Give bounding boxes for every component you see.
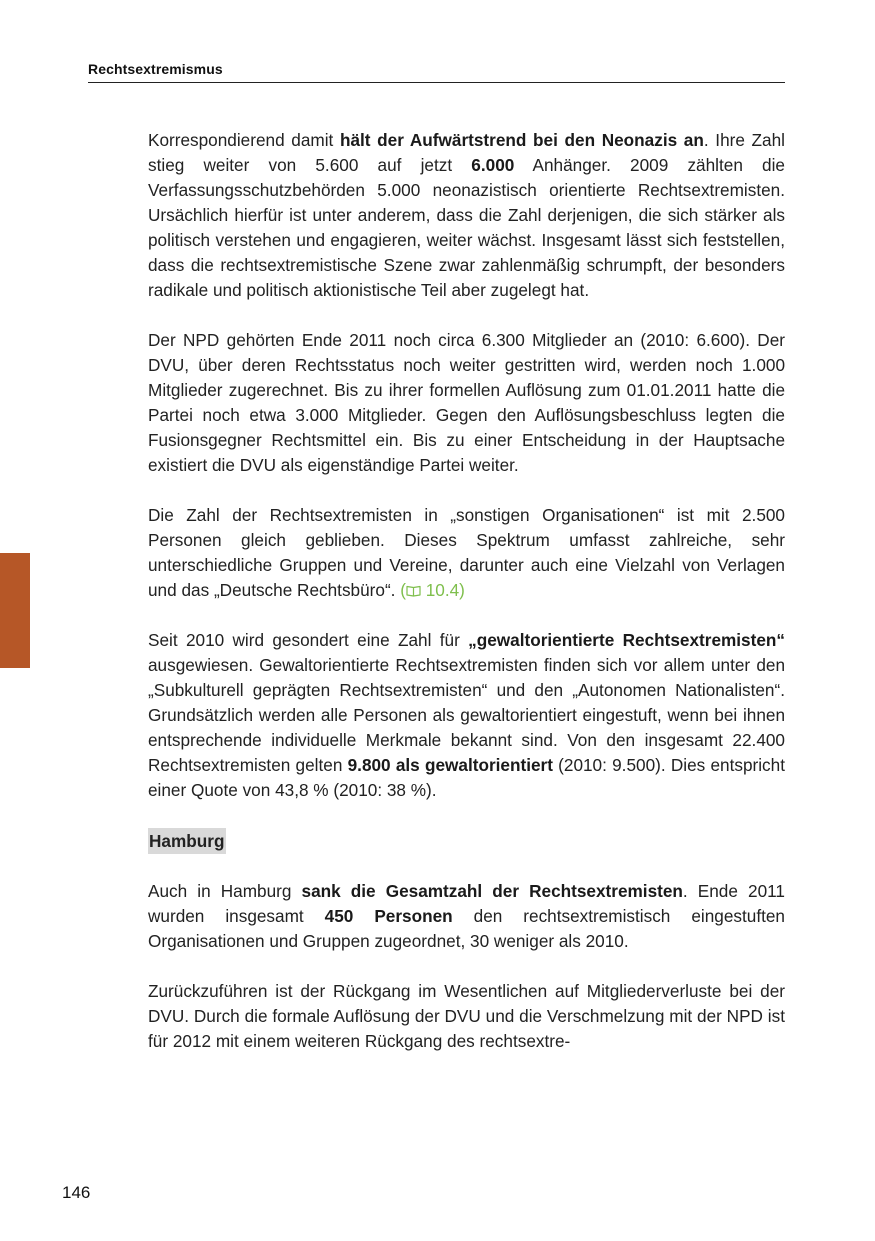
body-text: [148, 128, 785, 1054]
paragraph-neonazis: Korrespondierend damit hält der Aufwärtstrend bei den Neonazis an. Ihre Zahl stieg weiter von 5.600 auf jetzt 6.000 Anhänger. 2009 zählten die Verfassungsschutzbehörden 5.000 neonazistisch orientierte Rechtsextremisten. Ursächlich hierfür ist unter anderem, dass die Zahl derjenigen, die sich stärker als politisch verstehen und engagieren, weiter wächst. Insgesamt lässt sich feststellen, dass die rechtsextremistische Szene zwar zahlenmäßig schrumpft, der besonders radikale und politisch aktionistische Teil aber zugelegt hat.: [148, 130, 785, 300]
emphasis-9800: 9.800 als gewaltorientiert: [347, 755, 553, 775]
book-icon: [406, 579, 421, 591]
emphasis-gesamtzahl: sank die Gesamtzahl der Rechtsextremisten: [301, 881, 683, 901]
cross-reference-link[interactable]: ( 10.4): [400, 580, 465, 600]
paragraph-hamburg-gesamtzahl: Auch in Hamburg sank die Gesamtzahl der Rechtsextremisten. Ende 2011 wurden insgesamt 450 Personen den rechtsextremistisch eingestuften Organisationen und Gruppen zugeordnet, 30 weniger als 2010.: [148, 881, 785, 951]
emphasis-aufwaertstrend: hält der Aufwärtstrend bei den Neonazis an: [339, 130, 704, 150]
page-number: 146: [62, 1183, 91, 1202]
emphasis-gewaltorientierte: „gewaltorientierte Rechtsextremisten“: [468, 630, 785, 650]
section-heading-hamburg: Hamburg: [148, 828, 226, 854]
emphasis-450: 450 Personen: [324, 906, 453, 926]
chapter-side-tab: [0, 553, 30, 668]
header-rule: [88, 82, 785, 83]
emphasis-6000: 6.000: [471, 155, 515, 175]
paragraph-gewaltorientiert: Seit 2010 wird gesondert eine Zahl für „gewaltorientierte Rechtsextremisten“ ausgewiesen. Gewaltorientierte Rechtsextremisten finden sich vor allem unter den „Subkulturell geprägten Rechtsextremisten“ und den „Autonomen Nationalisten“. Grundsätzlich werden alle Personen als gewaltorientiert eingestuft, wenn bei ihnen entsprechende individuelle Merkmale bekannt sind. Von den insgesamt 22.400 Rechtsextremisten gelten 9.800 als gewaltorientiert (2010: 9.500). Dies entspricht einer Quote von 43,8 % (2010: 38 %).: [148, 630, 785, 800]
paragraph-npd-dvu: Der NPD gehörten Ende 2011 noch circa 6.300 Mitglieder an (2010: 6.600). Der DVU, über deren Rechtsstatus noch weiter gestritten wird, werden noch 1.000 Mitglieder zugerechnet. Bis zu ihrer formellen Auflösung zum 01.01.2011 hatte die Partei noch etwa 3.000 Mitglieder. Gegen den Auflösungsbeschluss legten die Fusionsgegner Rechtsmittel ein. Bis zu einer Entscheidung in der Hauptsache existiert die DVU als eigenständige Partei weiter.: [148, 330, 785, 475]
paragraph-rueckgang: Zurückzuführen ist der Rückgang im Wesentlichen auf Mitgliederverluste bei der DVU. Durch die formale Auflösung der DVU und die Verschmelzung mit der NPD ist für 2012 mit einem weiteren Rückgang des rechtsextre-: [148, 981, 785, 1051]
running-head: Rechtsextremismus: [88, 61, 223, 77]
paragraph-sonstige-organisationen: Die Zahl der Rechtsextremisten in „sonstigen Organisationen“ ist mit 2.500 Personen gleich geblieben. Dieses Spektrum umfasst zahlreiche, sehr unterschiedliche Gruppen und Vereine, darunter auch eine Vielzahl von Verlagen und das „Deutsche Rechtsbüro“. ( 10.4): [148, 505, 785, 600]
